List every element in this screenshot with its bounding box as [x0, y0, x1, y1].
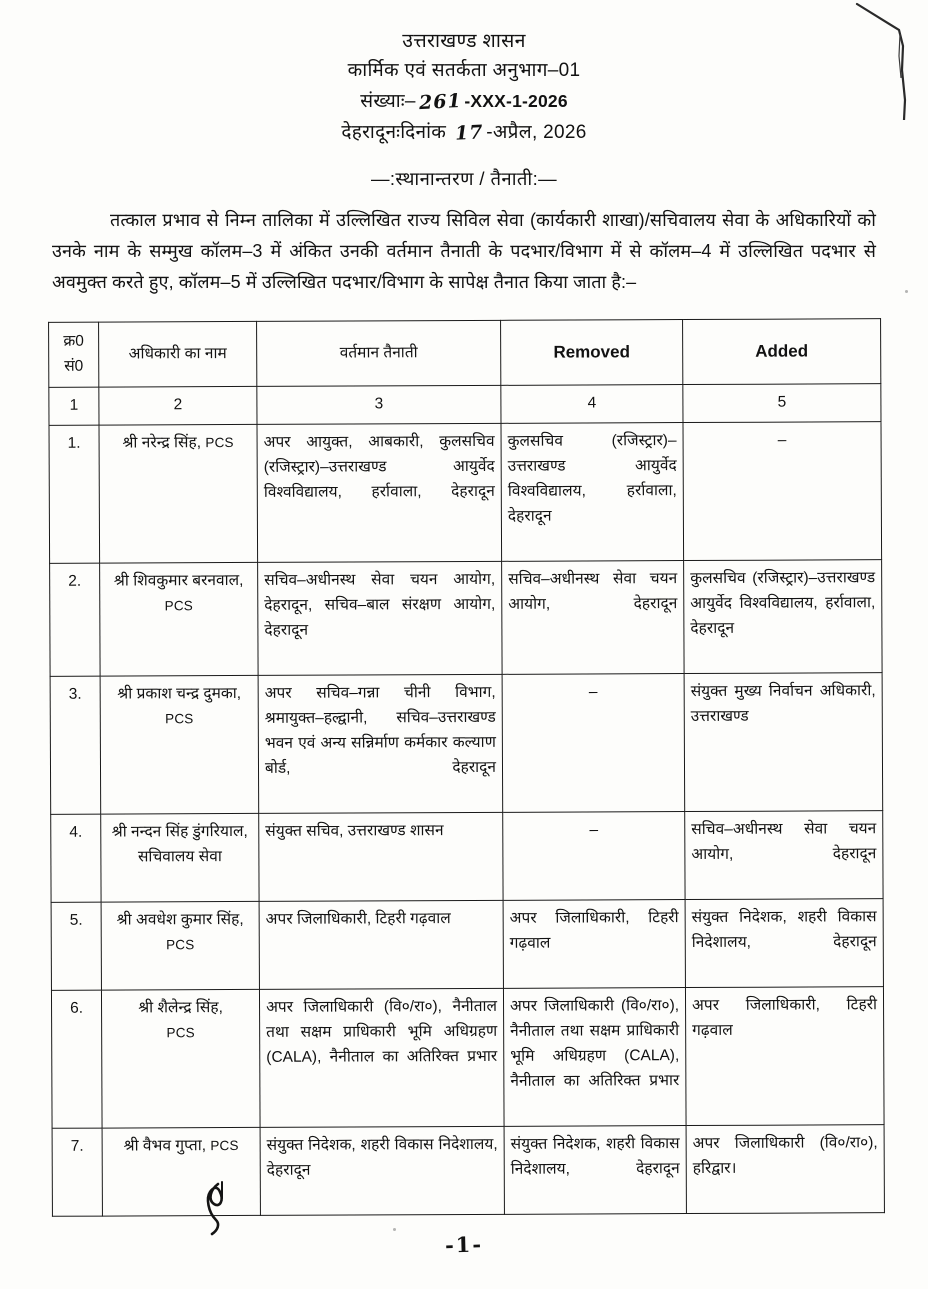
document-footer: [0, 1232, 928, 1257]
cell-officer-name: [99, 424, 258, 563]
cell-officer-name: [100, 562, 258, 676]
order-number-suffix: -XXX-1-2026: [464, 91, 568, 111]
cell-added: संयुक्त मुख्य निर्वाचन अधिकारी, उत्तराखण्ड: [684, 673, 883, 812]
cell-current-posting: अपर आयुक्त, आबकारी, कुलसचिव (रजिस्ट्रार)–उत्तराखण्ड आयुर्वेद विश्वविद्यालय, हर्रावाला, देहरादून: [257, 423, 502, 562]
column-number-5: 5: [683, 384, 881, 423]
officer-cadre: PCS: [166, 1025, 195, 1041]
cell-officer-name: [100, 675, 259, 814]
subject-heading: —:स्थानान्तरण / तैनाती:—: [370, 168, 558, 189]
table-row: [51, 987, 884, 1129]
cell-current-posting: सचिव–अधीनस्थ सेवा चयन आयोग, देहरादून, सचिव–बाल संरक्षण आयोग, देहरादून: [258, 561, 502, 675]
date-suffix: -अप्रैल, 2026: [486, 122, 587, 143]
cell-added: संयुक्त निदेशक, शहरी विकास निदेशालय, देहरादून: [685, 899, 883, 988]
officer-name-text: श्री अवधेश कुमार सिंह,: [116, 910, 244, 929]
cell-serial: 3.: [50, 676, 101, 814]
cell-added: –: [683, 422, 882, 561]
table-row: [51, 899, 883, 991]
header-officer-name: अधिकारी का नाम: [99, 321, 257, 387]
column-number-1: 1: [49, 387, 99, 425]
order-number-handwritten: 261: [418, 89, 463, 115]
cell-added: कुलसचिव (रजिस्ट्रार)–उत्तराखण्ड आयुर्वेद विश्वविद्यालय, हर्रावाला, देहरादून: [684, 560, 882, 674]
cell-added: अपर जिलाधिकारी, टिहरी गढ़वाल: [685, 987, 884, 1126]
table-row: [50, 560, 882, 677]
header-current-posting: वर्तमान तैनाती: [257, 320, 501, 386]
officer-cadre: PCS: [165, 711, 194, 727]
cell-officer-name: [101, 901, 259, 990]
scan-speck: [393, 1228, 396, 1231]
cell-removed: संयुक्त निदेशक, शहरी विकास निदेशालय, देहरादून: [504, 1126, 686, 1215]
cell-current-posting: अपर जिलाधिकारी, टिहरी गढ़वाल: [259, 900, 503, 989]
signature-initial: [196, 1178, 244, 1236]
officer-cadre: PCS: [164, 598, 193, 614]
cell-removed: –: [503, 812, 685, 901]
officer-cadre: PCS: [166, 937, 195, 953]
govt-title: उत्तराखण्ड शासन: [402, 30, 526, 52]
officer-name-text: श्री शिवकुमार बरनवाल,: [113, 571, 244, 590]
column-number-3: 3: [257, 385, 501, 424]
cell-current-posting: अपर जिलाधिकारी (वि०/रा०), नैनीताल तथा सक्षम प्राधिकारी भूमि अधिग्रहण (CALA), नैनीताल का अतिरिक्त प्रभार: [259, 988, 504, 1127]
transfer-table-body: [49, 422, 884, 1217]
cell-serial: 2.: [50, 563, 100, 676]
order-number-line: [0, 86, 928, 117]
cell-current-posting: अपर सचिव–गन्ना चीनी विभाग, श्रमायुक्त–हल्द्वानी, सचिव–उत्तराखण्ड भवन एवं अन्य सन्निर्माण कर्मकार कल्याण बोर्ड, देहरादून: [258, 674, 503, 813]
cell-added: अपर जिलाधिकारी (वि०/रा०), हरिद्वार।: [686, 1125, 884, 1214]
header-removed: Removed: [501, 320, 683, 386]
officer-cadre: PCS: [210, 1137, 239, 1154]
cell-removed: सचिव–अधीनस्थ सेवा चयन आयोग, देहरादून: [502, 561, 684, 675]
order-number-label: संख्याः–: [360, 91, 416, 112]
cell-removed: –: [502, 674, 685, 813]
department-title: कार्मिक एवं सतर्कता अनुभाग–01: [347, 60, 581, 81]
cell-removed: अपर जिलाधिकारी, टिहरी गढ़वाल: [503, 900, 685, 989]
officer-cadre: PCS: [205, 435, 234, 451]
officer-name-text: श्री प्रकाश चन्द्र दुमका,: [117, 684, 242, 703]
cell-serial: 5.: [51, 902, 101, 990]
date-handwritten: 17: [454, 121, 484, 145]
cell-removed: अपर जिलाधिकारी (वि०/रा०), नैनीताल तथा सक्षम प्राधिकारी भूमि अधिग्रहण (CALA), नैनीताल का अतिरिक्त प्रभार: [503, 988, 686, 1127]
page-number: -1-: [444, 1231, 484, 1258]
cell-added: सचिव–अधीनस्थ सेवा चयन आयोग, देहरादून: [685, 811, 883, 900]
cell-serial: 7.: [52, 1128, 102, 1216]
cell-serial: 1.: [49, 425, 100, 563]
place-date-label: देहरादूनःदिनांक: [341, 122, 447, 143]
table-header-row: [49, 319, 881, 388]
table-row: [50, 673, 883, 815]
table-row: [52, 1125, 884, 1217]
cell-officer-name: श्री नन्दन सिंह डुंगरियाल, सचिवालय सेवा: [101, 813, 259, 902]
document-header: [0, 0, 928, 191]
officer-name-text: श्री शैलेन्द्र सिंह,: [138, 999, 223, 1017]
transfer-table-wrapper: [48, 318, 884, 1217]
column-number-2: 2: [99, 386, 257, 425]
cell-current-posting: संयुक्त सचिव, उत्तराखण्ड शासन: [259, 812, 503, 901]
cell-officer-name: [101, 989, 260, 1128]
transfer-table: [48, 318, 885, 1217]
header-added: Added: [683, 319, 881, 385]
cell-serial: 6.: [51, 990, 102, 1128]
table-row: [51, 811, 883, 903]
cell-removed: कुलसचिव (रजिस्ट्रार)–उत्तराखण्ड आयुर्वेद विश्वविद्यालय, हर्रावाला, देहरादून: [501, 423, 684, 562]
order-body-paragraph: तत्काल प्रभाव से निम्न तालिका में उल्लिखित राज्य सिविल सेवा (कार्यकारी शाखा)/सचिवालय सेवा के अधिकारियों को उनके नाम के सम्मुख कॉलम–3 में अंकित उनकी वर्तमान तैनाती के पदभार/विभाग में से कॉलम–4 में उल्लिखित पदभार से अवमुक्त करते हुए, कॉलम–5 में उल्लिखित पदभार/विभाग के सापेक्ष तैनात किया जाता है:–: [52, 210, 876, 292]
table-column-number-row: [49, 384, 881, 426]
cell-current-posting: संयुक्त निदेशक, शहरी विकास निदेशालय, देहरादून: [260, 1126, 504, 1215]
place-date-line: [0, 117, 928, 148]
officer-name-text: श्री वैभव गुप्ता,: [123, 1137, 207, 1155]
cell-serial: 4.: [51, 814, 101, 902]
officer-name-text: श्री नरेन्द्र सिंह,: [122, 434, 202, 452]
column-number-4: 4: [501, 385, 683, 424]
header-serial: क्र0 सं0: [49, 322, 99, 387]
table-row: [49, 422, 882, 564]
scan-speck: [905, 290, 908, 293]
